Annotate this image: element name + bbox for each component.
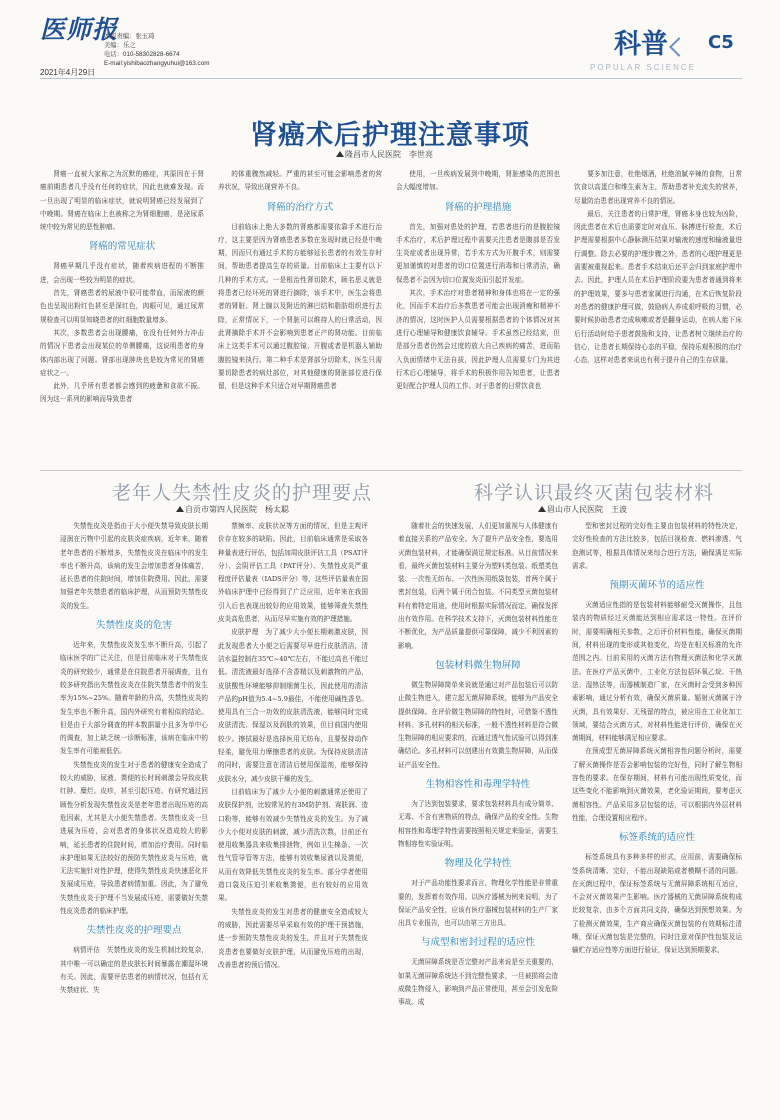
- article-1-column-1: [40, 168, 204, 464]
- paragraph: 灭菌适应性指的是包装材料能够耐受灭菌操作，且包装内的物质经过灭菌能达到相应需求这一特性。在评价时，需要明确相关参数，之后评价材料性能，确保灭菌期间，材料出现的变形或其他变化，均是在相关标准的允许范围之内。目前采用的灭菌方法有物理灭菌法和化学灭菌法。在医疗产品灭菌中，工业化方法包括环氧乙烷、干热法、湿热法等，而器械制造厂家，在灭菌时会受到多种因素影响，通过分析有效，确保灭菌质量。辐射灭菌属于冷灭菌，具有效果好、无残留的特点，被应用在工业化加工领域，要结合灭菌方式，对材料性能进行评价，确保在灭菌期间，材料能够满足相应要求。: [572, 601, 742, 743]
- section-title-en: POPULAR SCIENCE: [590, 63, 697, 72]
- article-1-column-4: [574, 168, 742, 464]
- publication-date: 2021年4月29日: [40, 68, 96, 77]
- paragraph: 的体重骤然减轻。严重的甚至可能会影响患者的营养状况，导致出现营养不良。: [218, 170, 382, 192]
- article-3-title: 科学认识最终灭菌包装材料: [474, 482, 715, 504]
- article-3-byline: [538, 504, 627, 515]
- section-heading: 肾癌的治疗方式: [266, 201, 334, 213]
- section-heading: 物理及化学特性: [444, 858, 512, 870]
- paragraph: 微生物屏障简单来说就是通过对产品包装后可以防止微生物进入，建立起无菌屏障系统，能够为产品安全提供保障。在评价微生物屏障的特性时，可借鉴不透性材料、多孔材料的相关标准，一般不透性材料是符合微生物屏障的相应要求的，而通过透气性试验可以得到准确结论。多孔材料可以创建出有效微生物屏障，从而保证产品安全性。: [398, 680, 558, 769]
- triangle-icon: [176, 506, 184, 512]
- paragraph: 失禁性皮炎的发生对患者的健康安全造成较大的威胁，因此需要尽早采取有效的护理干预措施，进一步预防失禁性皮炎的发生，并且对于失禁性皮炎患者也要做好皮肤护理，从而避免压疮的出现，改善患者的预后情况。: [218, 907, 368, 969]
- paragraph: 标签系统具有多种多样的形式，应用前，需要确保标签系统清晰、完好，不能出现缺陷或者模糊不清的问题。在灭菌过程中，保证标签系统与无菌屏障系统相互适应，不会对灭菌效果产生影响。医疗器械的无菌屏障系统构成比较复杂，由多个方面共同支持，确保达到预想效果。为了检测灭菌效果，生产商应确保灭菌包装的有效期标注清晰，保证灭菌包装是完整的，同时注意对保护性包装及运输贮存适应性等方面进行验证，保证达到预期要求。: [572, 853, 742, 955]
- section-divider: [40, 470, 742, 471]
- paragraph: 近年来，失禁性皮炎发生率不断升高，引起了临床医学的广泛关注，但是目前临床对于失禁性皮炎的研究较少，通常是在住院患者开展调查，且有较多研究指出失禁性皮炎在住院失禁患者中的发生率为15%~25%。随着年龄的升高，失禁性皮炎的发生率也不断升高，国内外研究有着相似的结论。但是由于大部分调查的样本数据量小且多为单中心的调查，加上缺乏统一诊断标准，该病在临床中的发生率有可能被低估。: [60, 641, 208, 756]
- page-number: C5: [708, 32, 734, 53]
- section-heading: 失禁性皮炎的危害: [95, 620, 172, 632]
- article-1-title: 肾癌术后护理注意事项: [250, 120, 530, 151]
- paragraph: 最后，关注患者的日常护理，肾癌本身也较为凶险，因此患者在术后也需要定时对血压、脉搏进行检查，术后护理需要根据中心静脉测压结果对输液的速度和输液量进行调整。除去必要的护理步骤之外，患者的心理护理更是需要被重视起来。患者手术结束后还平会归到家庭护理中去。因此，护理人员在术后护理阶段要为患者普通到将来的护理效果，要多与患者家属进行沟通，在术后恢复阶段对患者的健康护理可做，鼓励病人养成艰呼吸的习惯，必要时候协助患者完成咳嗽或者是翻身运动，在病人能下床后行活动时给予患者鼓励和支持，让患者树立继续治疗的信心，让患者长期保持心态的平稳，保持乐观积极的治疗心态，这样对患者来说也有利于提升自己的生存质量。: [574, 209, 742, 365]
- section-heading: 标签系统的适应性: [618, 832, 695, 844]
- paragraph: 在预成型无菌屏障系统灭菌相容性问题分析时，需要了解灭菌操作是否会影响包装的完好性，同时了解生物相容性的要求。在保存期间，材料有可能出现性质变化，而这些变化不能影响到灭菌效果，老化验证期间，要考虑灭菌相容性。产品采用多层包装的话，可以根据内外层材料性能，合理设置相应程序。: [572, 747, 742, 822]
- paragraph: 失禁性皮炎是指由于大小便失禁导致皮肤长期浸润在污物中引起的皮肤炎症疾病，近年来，随着老年患者的不断增多，失禁性皮炎在临床中的发生率也不断升高，该病的发生会增加患者身体痛苦，延长患者的住院时间，增加住院费用。因此，需要加强老年失禁患者的临床护理，从而预防失禁性皮炎的发生。: [60, 522, 208, 610]
- article-2-title: 老年人失禁性皮炎的护理要点: [112, 482, 373, 504]
- editor-line: 本版责编：张玉琦: [104, 33, 155, 40]
- paragraph: 其次，手术治疗对患者精神和身体也将在一定的强化，因而手术治疗后多数患者可能会出现消瘦和精神不济的情况，这时医护人员需要根据患者的个体情况对其进行心理辅导和健康饮食辅导。手术虽然已经结束，但是部分患者仍然会过度的放大自己疾病的痛苦，进而陷入负面情绪中无法自拔，因此护理人员需要专门为其进行术后心理辅导，将手术的积极作用告知患者，让患者更好配合护理人员的工作。对于患者的日常饮食也: [396, 289, 560, 391]
- paragraph: 使用，一旦疾病发展到中晚期，肾脏感染的范围也会大幅度增加。: [396, 170, 560, 192]
- newspaper-logo: 医师报: [40, 15, 119, 44]
- paragraph: 肾癌一直被大家称之为沉默的癌症，其原因在于肾癌前期患者几乎没有任何的症状，因此也就难发现。而一旦出现了明显的临床症状，就说明肾癌已经发展到了中晚期。肾癌在临床上也被称之为肾细胞癌，是泌尿系统中较为常见的恶性肿瘤。: [40, 170, 204, 232]
- article-1-author: 隆昌市人民医院 李世亮: [345, 150, 433, 159]
- editor-line: E-mail:yishibaozhangyuhui@163.com: [104, 60, 210, 67]
- article-1-byline: [336, 149, 433, 160]
- article-1-column-2: [218, 168, 382, 464]
- paragraph: 其次，多数患者会出现腰痛，在没有任何外力冲击的情况下患者会出现某位的单侧腰痛，这说明患者的身体内部出现了问题。肾部出现肿块也是较为常见的肾癌症状之一。: [40, 328, 204, 377]
- paragraph: 型和密封过程的完好性主要由包装材料的特性决定，完好性检查的方法比较多，包括目视检查、燃料渗透、气泡测试等，根据具体情况来综合进行方法，确保满足实际需求。: [572, 522, 742, 570]
- article-3-author: 眉山市人民医院 王波: [547, 505, 627, 514]
- section-heading: 生物相容性和毒理学特性: [425, 779, 531, 791]
- triangle-icon: [538, 506, 546, 512]
- paragraph: 病情评估 失禁性皮炎的发生机制比较复杂，其中唯一可以确定的是皮肤长时间暴露在潮湿环境有关。因此，需要评估患者的病情状况，包括有无失禁症状、失: [60, 946, 208, 995]
- section-heading: 与成型和密封过程的适应性: [420, 937, 535, 949]
- paragraph: 首先，肾癌患者的尿液中很可能带血，而尿液的颜色也呈现出粉红色甚至是深红色，肉眼可见，通过尿常规检查可以明显知晓患者的红细胞数量增多。: [40, 289, 204, 324]
- section-heading: 失禁性皮炎的护理要点: [86, 925, 182, 937]
- triangle-icon: [336, 151, 344, 157]
- paragraph: 禁频率、皮肤状况等方面的情况，但是主观评价存在较多的缺陷。因此，目前临床通常是采取各种量表进行评估，包括加周皮肤评估工具（PSAT评分）、会阴评估工具（PAT评分）、失禁性皮炎严重程度评估量表（IADS评分）等，这些评估量表在国外临床护理中已经得到了广泛应用，近年来在我国引入后也表现出较好的应用效果，能够筛查失禁性皮炎高危患者，从而尽早实施有效的护理措施。: [218, 522, 368, 624]
- paragraph: 失禁性皮炎的发生对于患者的健康安全造成了较大的威胁，尿液、粪便的长时间刺激会导致皮肤红肿、糜烂、皮疹，甚至引起压疮。有研究通过回顾性分析发现失禁性皮炎是老年患者出现压疮的高危因素，尤其是大小便失禁患者。失禁性皮炎一旦进展为压疮，会对患者的身体状况造成较大的影响，延长患者的住院时间，增加治疗费用。同时临床护理如果无法较好的预防失禁性皮炎与压疮，就无法实施针对性护理，使得失禁性皮炎快速恶化并发展成压疮，导致患者病情加重。因此，为了避免失禁性皮炎于护理不当发展成压疮，需要做好失禁性皮炎患者的临床护理。: [60, 760, 208, 916]
- paragraph: 对于产品功能性要求而言，物理化学性能是非常重要的，发挥着有效作用。以医疗器械为例来说明，为了保证产品安全性，应该有医疗器械包装材料的生产厂家出具专业报告，也可以由第三方出具。: [398, 879, 558, 928]
- paragraph: 首先，加强对患处的护理，若患者进行的是腹腔镜手术治疗，术后护理过程中需要关注患者是腹部是否发生炎症或者出现异常，若手术方式为开腹手术，则需要更加谨慎的对患者的切口位置进行消毒和日常清洁，确保患者不会因为切口位置发炎而引起并发症。: [396, 222, 560, 284]
- article-2-column-1: [60, 520, 208, 1110]
- article-3-column-1: [398, 520, 558, 1110]
- section-heading: 肾癌的常见症状: [88, 241, 156, 253]
- section-title: 科普: [614, 29, 668, 60]
- article-2-column-2: [218, 520, 368, 1110]
- masthead-divider: [40, 78, 742, 79]
- paragraph: 目前临床上绝大多数的肾癌都需要依靠手术进行治疗，这主要是因为肾癌患者多数在发现时就已经是中晚期，因而只有通过手术的方能够延长患者的有效生存时间，帮助患者提高生存的质量。目前临床上主要有以下几种的手术方式。一是根治性肾切除术，顾名思义就是将患者已经坏死的肾进行摘除，该手术中，医生会将患者的肾脏、肾上腺以及附近的淋巴结和脂肪组织进行去除，正常情况下，一个肾脏可以维持人的日常活动，因此肾摘除手术并不会影响到患者正产的肾功能。目前临床上这类手术可以通过腹腔镜、开腹或者是机器人辅助腹腔镜来执行。第二种手术是肾部分切除术，医生只需要切除患者的病灶部位，对其他健康的肾脏部位进行保留，但是这种手术只适合对早期肾癌患者: [218, 222, 382, 391]
- article-3-column-2: [572, 520, 742, 1110]
- paragraph: 目前临床为了减少大小便的刺激通常还使用了皮肤保护剂，比较常见的有3M防护剂、赛肤润、造口粉等，能够有效减少失禁性皮炎的发生。为了减少大小便对皮肤的刺激，减少清洗次数，目前还有使用收集器具来收集排泄物，例如卫生棉条、一次性气管导管等方法，能够有效收集尿液以及粪便，从而有效降低失禁性皮炎的发生率。部分学者使用造口袋及压迫引来收集粪便，也有较好的应用效果。: [218, 787, 368, 903]
- section-heading: 包装材料微生物屏障: [435, 659, 521, 671]
- paragraph: 皮肤护理 为了减少大小便长期刺激皮肤，因此发现患者大小便之后需要尽早进行皮肤清洁，清洁水温控制在35℃~40℃左右，不能过高也不能过低。清洗液最好选择不含香精以及刺激物的产品，皮肤酸性环境能够抑制细菌生长，因此使用的清洁产品的pH值为5.4~5.9最佳，不能使用碱性香皂。使用具有三合一功效的皮肤清洗液，能够同时完成皮肤清洗、保湿以及润肤的效果，但目前国内使用较少。擦拭最好是选择医用无纺布，且要保持动作轻柔，避免用力摩擦患者的皮肤。为保持皮肤清洁的同时，需要注意在清洁后使用保湿剂，能够保持皮肤水分，减少皮肤干燥的发生。: [218, 628, 368, 783]
- article-2-author: 自贡市第四人民医院 杨太聪: [185, 505, 289, 514]
- paragraph: 为了达到包装要求，要求包装材料具有成分简单、无毒、不含有害物质的特点，确保产品的安全性。生物相容性和毒理学特性需要按照相关规定来验证，需要生物相容性实验证明。: [398, 800, 558, 848]
- paragraph: 肾癌早期几乎没有症状，随着疾病进程的不断推进，会出现一些较为明显的症状。: [40, 262, 204, 284]
- paragraph: 要多加注意，杜绝烟酒，杜绝油腻辛辣的食物，日常饮食以高蛋白和维生素为主，帮助患者补充流失的营养，尽量防治患者出现营养不良的情况。: [574, 170, 742, 205]
- paragraph: 此外，几乎所有患者都会感到的疲惫和食欲不振。因为这一系列的影响而导致患者: [40, 382, 204, 404]
- paragraph: 无菌屏障系统是否完整对产品来说是至关重要的，如果无菌屏障系统达不到完整性要求，一旦被损将会造成微生物侵入，影响到产品正常使用，甚至会引发危险事故。成: [398, 958, 558, 1007]
- chevron-left-icon: [669, 37, 689, 57]
- editor-info: [104, 32, 209, 68]
- masthead: [0, 0, 780, 98]
- editor-line: 美编：乐之: [104, 42, 136, 49]
- section-heading: 预期灭菌环节的适应性: [609, 580, 705, 592]
- article-2-byline: [176, 504, 289, 515]
- editor-line: 电话：010-58302828-6674: [104, 51, 180, 58]
- article-1-column-3: [396, 168, 560, 464]
- section-heading: 肾癌的护理措施: [444, 201, 512, 213]
- paragraph: 随着社会的快速发展，人们更加重视与人体健康有着直接关系的产品安全。为了提升产品安全性，要选用灭菌包装材料，才能确保满足规定标准。从目前情况来看，最终灭菌包装材料主要分为塑料类包装、纸塑类包装、一次性无纺布、一次性医用纸袋包装，首两个属于密封包装，后两个属于闭合包装。不同类型灭菌包装材料有着特定用途，使用时根据实际情况而定，确保发挥出有效作用。在科学技术支持下，灭菌包装材料性能在不断优化，为产品质量提供可靠保障，减少不利因素的影响。: [398, 522, 558, 650]
